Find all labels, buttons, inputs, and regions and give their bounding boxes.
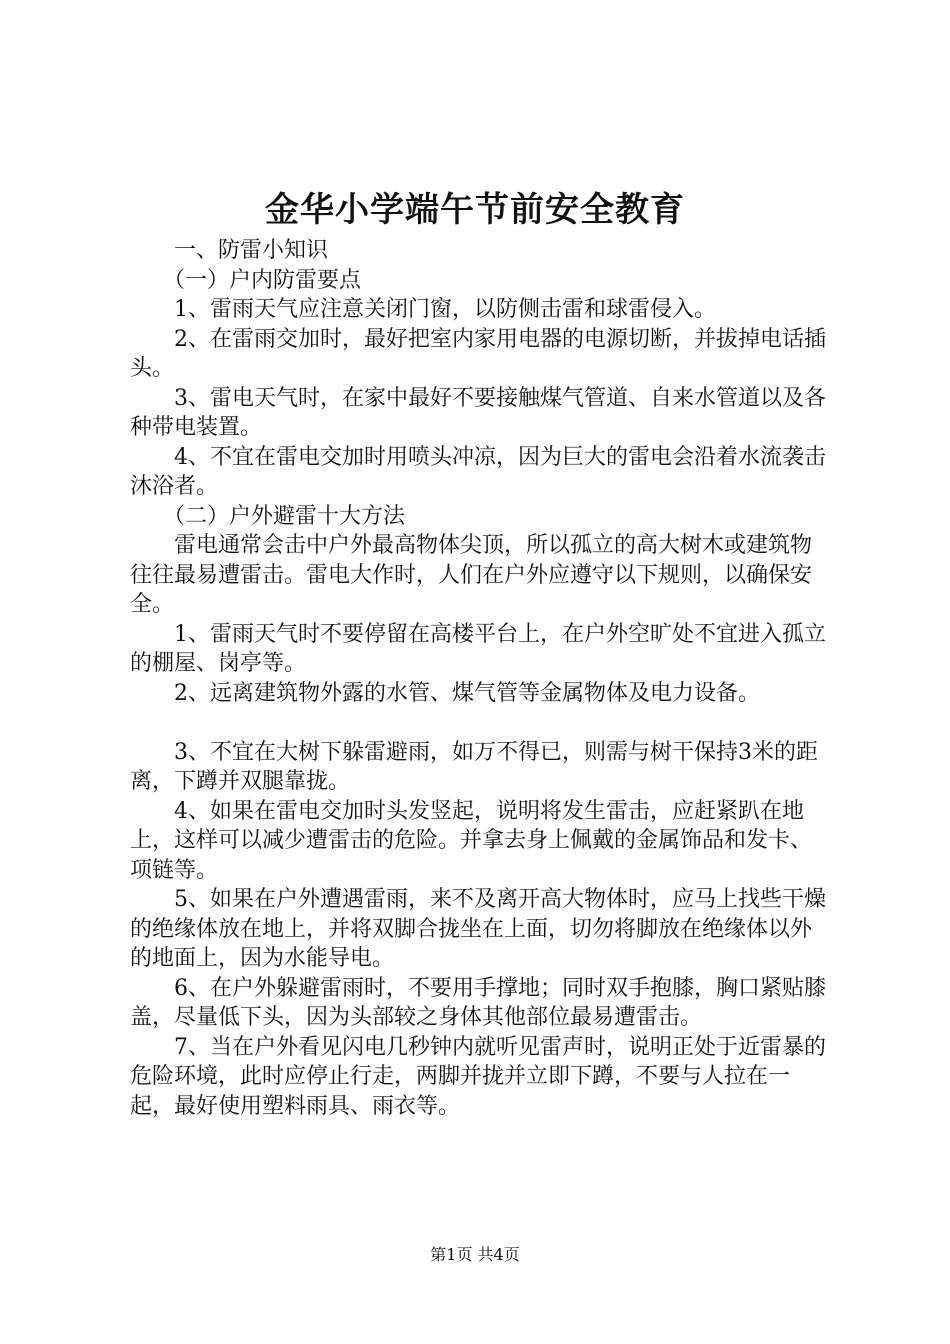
page-footer: 第1页 共4页 — [430, 1245, 520, 1264]
paragraph-indoor-3: 3、雷电天气时，在家中最好不要接触煤气管道、自来水管道以及各种带电装置。 — [130, 385, 826, 440]
paragraph-outdoor-7: 7、当在户外看见闪电几秒钟内就听见雷声时，说明正处于近雷暴的危险环境，此时应停止行走，两脚并拢并立即下蹲，不要与人拉在一起，最好使用塑料雨具、雨衣等。 — [130, 1034, 826, 1119]
paragraph-outdoor-intro: 雷电通常会击中户外最高物体尖顶，所以孤立的高大树木或建筑物往往最易遭雷击。雷电大作时，人们在户外应遵守以下规则，以确保安全。 — [130, 533, 813, 617]
paragraph-indoor-4: 4、不宜在雷电交加时用喷头冲凉，因为巨大的雷电会沿着水流袭击沐浴者。 — [130, 444, 826, 499]
paragraph-indoor-2: 2、在雷雨交加时，最好把室内家用电器的电源切断，并拔掉电话插头。 — [130, 326, 826, 381]
paragraph-outdoor-2: 2、远离建筑物外露的水管、煤气管等金属物体及电力设备。 — [174, 680, 760, 706]
paragraph-outdoor-3: 3、不宜在大树下躲雷避雨，如万不得已，则需与树干保持3米的距离，下蹲并双腿靠拢。 — [130, 739, 818, 794]
blank-line — [130, 708, 830, 738]
paragraph-outdoor-1: 1、雷雨天气时不要停留在高楼平台上，在户外空旷处不宜进入孤立的棚屋、岗亭等。 — [130, 621, 826, 676]
paragraph-outdoor-4: 4、如果在雷电交加时头发竖起，说明将发生雷击，应赶紧趴在地上，这样可以减少遭雷击的危险。并拿去身上佩戴的金属饰品和发卡、项链等。 — [130, 798, 813, 883]
subsection-heading-indoor: （一）户内防雷要点 — [163, 267, 362, 293]
document-body — [130, 236, 830, 1121]
paragraph-indoor-1: 1、雷雨天气应注意关闭门窗，以防侧击雷和球雷侵入。 — [174, 297, 716, 322]
subsection-heading-outdoor: （二）户外避雷十大方法 — [163, 503, 406, 529]
document-title: 金华小学端午节前安全教育 — [265, 190, 685, 230]
section-heading-lightning: 一、防雷小知识 — [174, 238, 329, 263]
paragraph-outdoor-6: 6、在户外躲避雷雨时，不要用手撑地；同时双手抱膝，胸口紧贴膝盖，尽量低下头，因为头部较之身体其他部位最易遭雷击。 — [130, 975, 826, 1030]
paragraph-outdoor-5: 5、如果在户外遭遇雷雨，来不及离开高大物体时，应马上找些干燥的绝缘体放在地上，并将双脚合拢坐在上面，切勿将脚放在绝缘体以外的地面上，因为水能导电。 — [130, 887, 826, 971]
